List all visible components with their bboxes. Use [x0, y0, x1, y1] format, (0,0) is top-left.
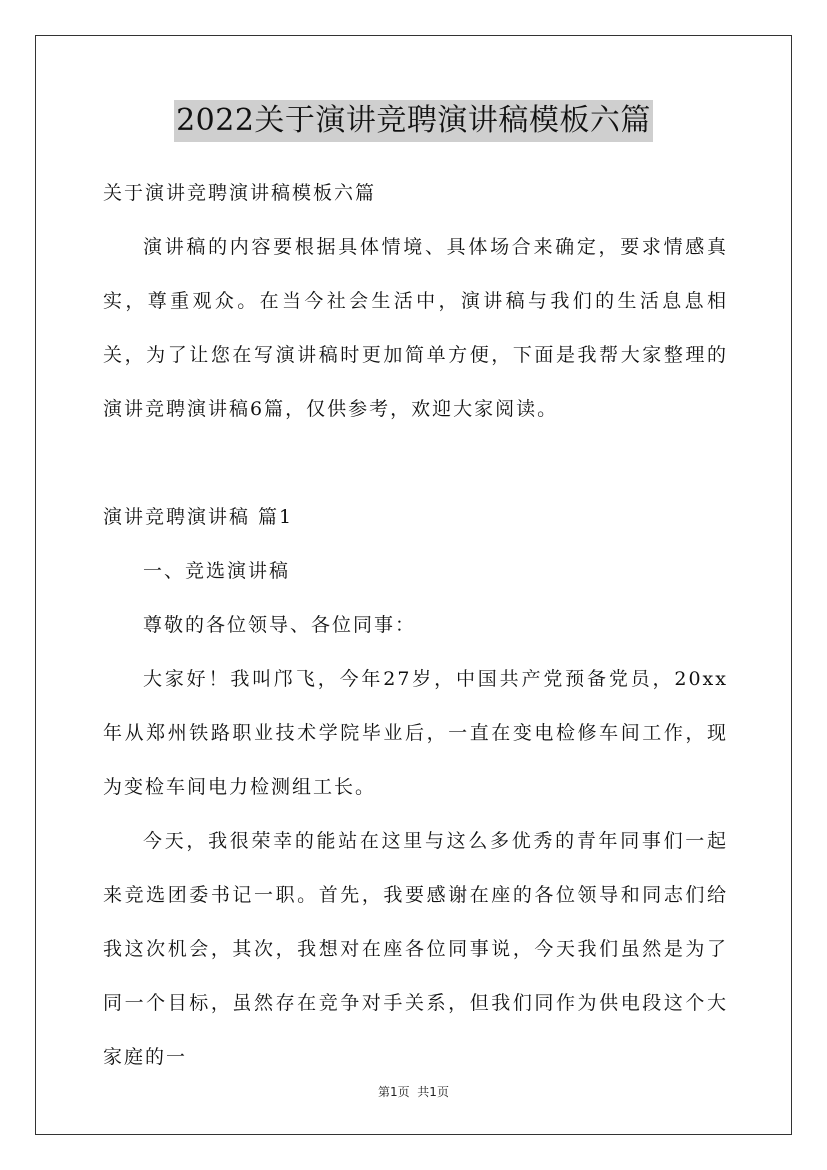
- subtitle-paragraph: 关于演讲竞聘演讲稿模板六篇: [103, 182, 377, 204]
- page-number-text: 第1页 共1页: [378, 1085, 449, 1099]
- paragraph-gap: [103, 436, 728, 490]
- page-footer: [0, 1083, 827, 1101]
- title-container: [0, 100, 827, 142]
- document-title: 2022关于演讲竞聘演讲稿模板六篇: [174, 100, 653, 142]
- subsection-heading: 一、竞选演讲稿: [143, 560, 291, 582]
- salutation-paragraph: 尊敬的各位领导、各位同事：: [143, 614, 417, 636]
- body-paragraph: 大家好！我叫邝飞，今年27岁，中国共产党预备党员，20xx年从郑州铁路职业技术学院毕业后，一直在变电检修车间工作，现为变检车间电力检测组工长。: [103, 668, 728, 798]
- document-body: [103, 166, 728, 1084]
- section-heading: 演讲竞聘演讲稿 篇1: [103, 506, 294, 528]
- body-paragraph: 今天，我很荣幸的能站在这里与这么多优秀的青年同事们一起来竞选团委书记一职。首先，我要感谢在座的各位领导和同志们给我这次机会，其次，我想对在座各位同事说，今天我们虽然是为了同一个目标，虽然存在竞争对手关系，但我们同作为供电段这个大家庭的一: [103, 830, 728, 1068]
- intro-paragraph: 演讲稿的内容要根据具体情境、具体场合来确定，要求情感真实，尊重观众。在当今社会生活中，演讲稿与我们的生活息息相关，为了让您在写演讲稿时更加简单方便，下面是我帮大家整理的演讲竞聘演讲稿6篇，仅供参考，欢迎大家阅读。: [103, 236, 728, 420]
